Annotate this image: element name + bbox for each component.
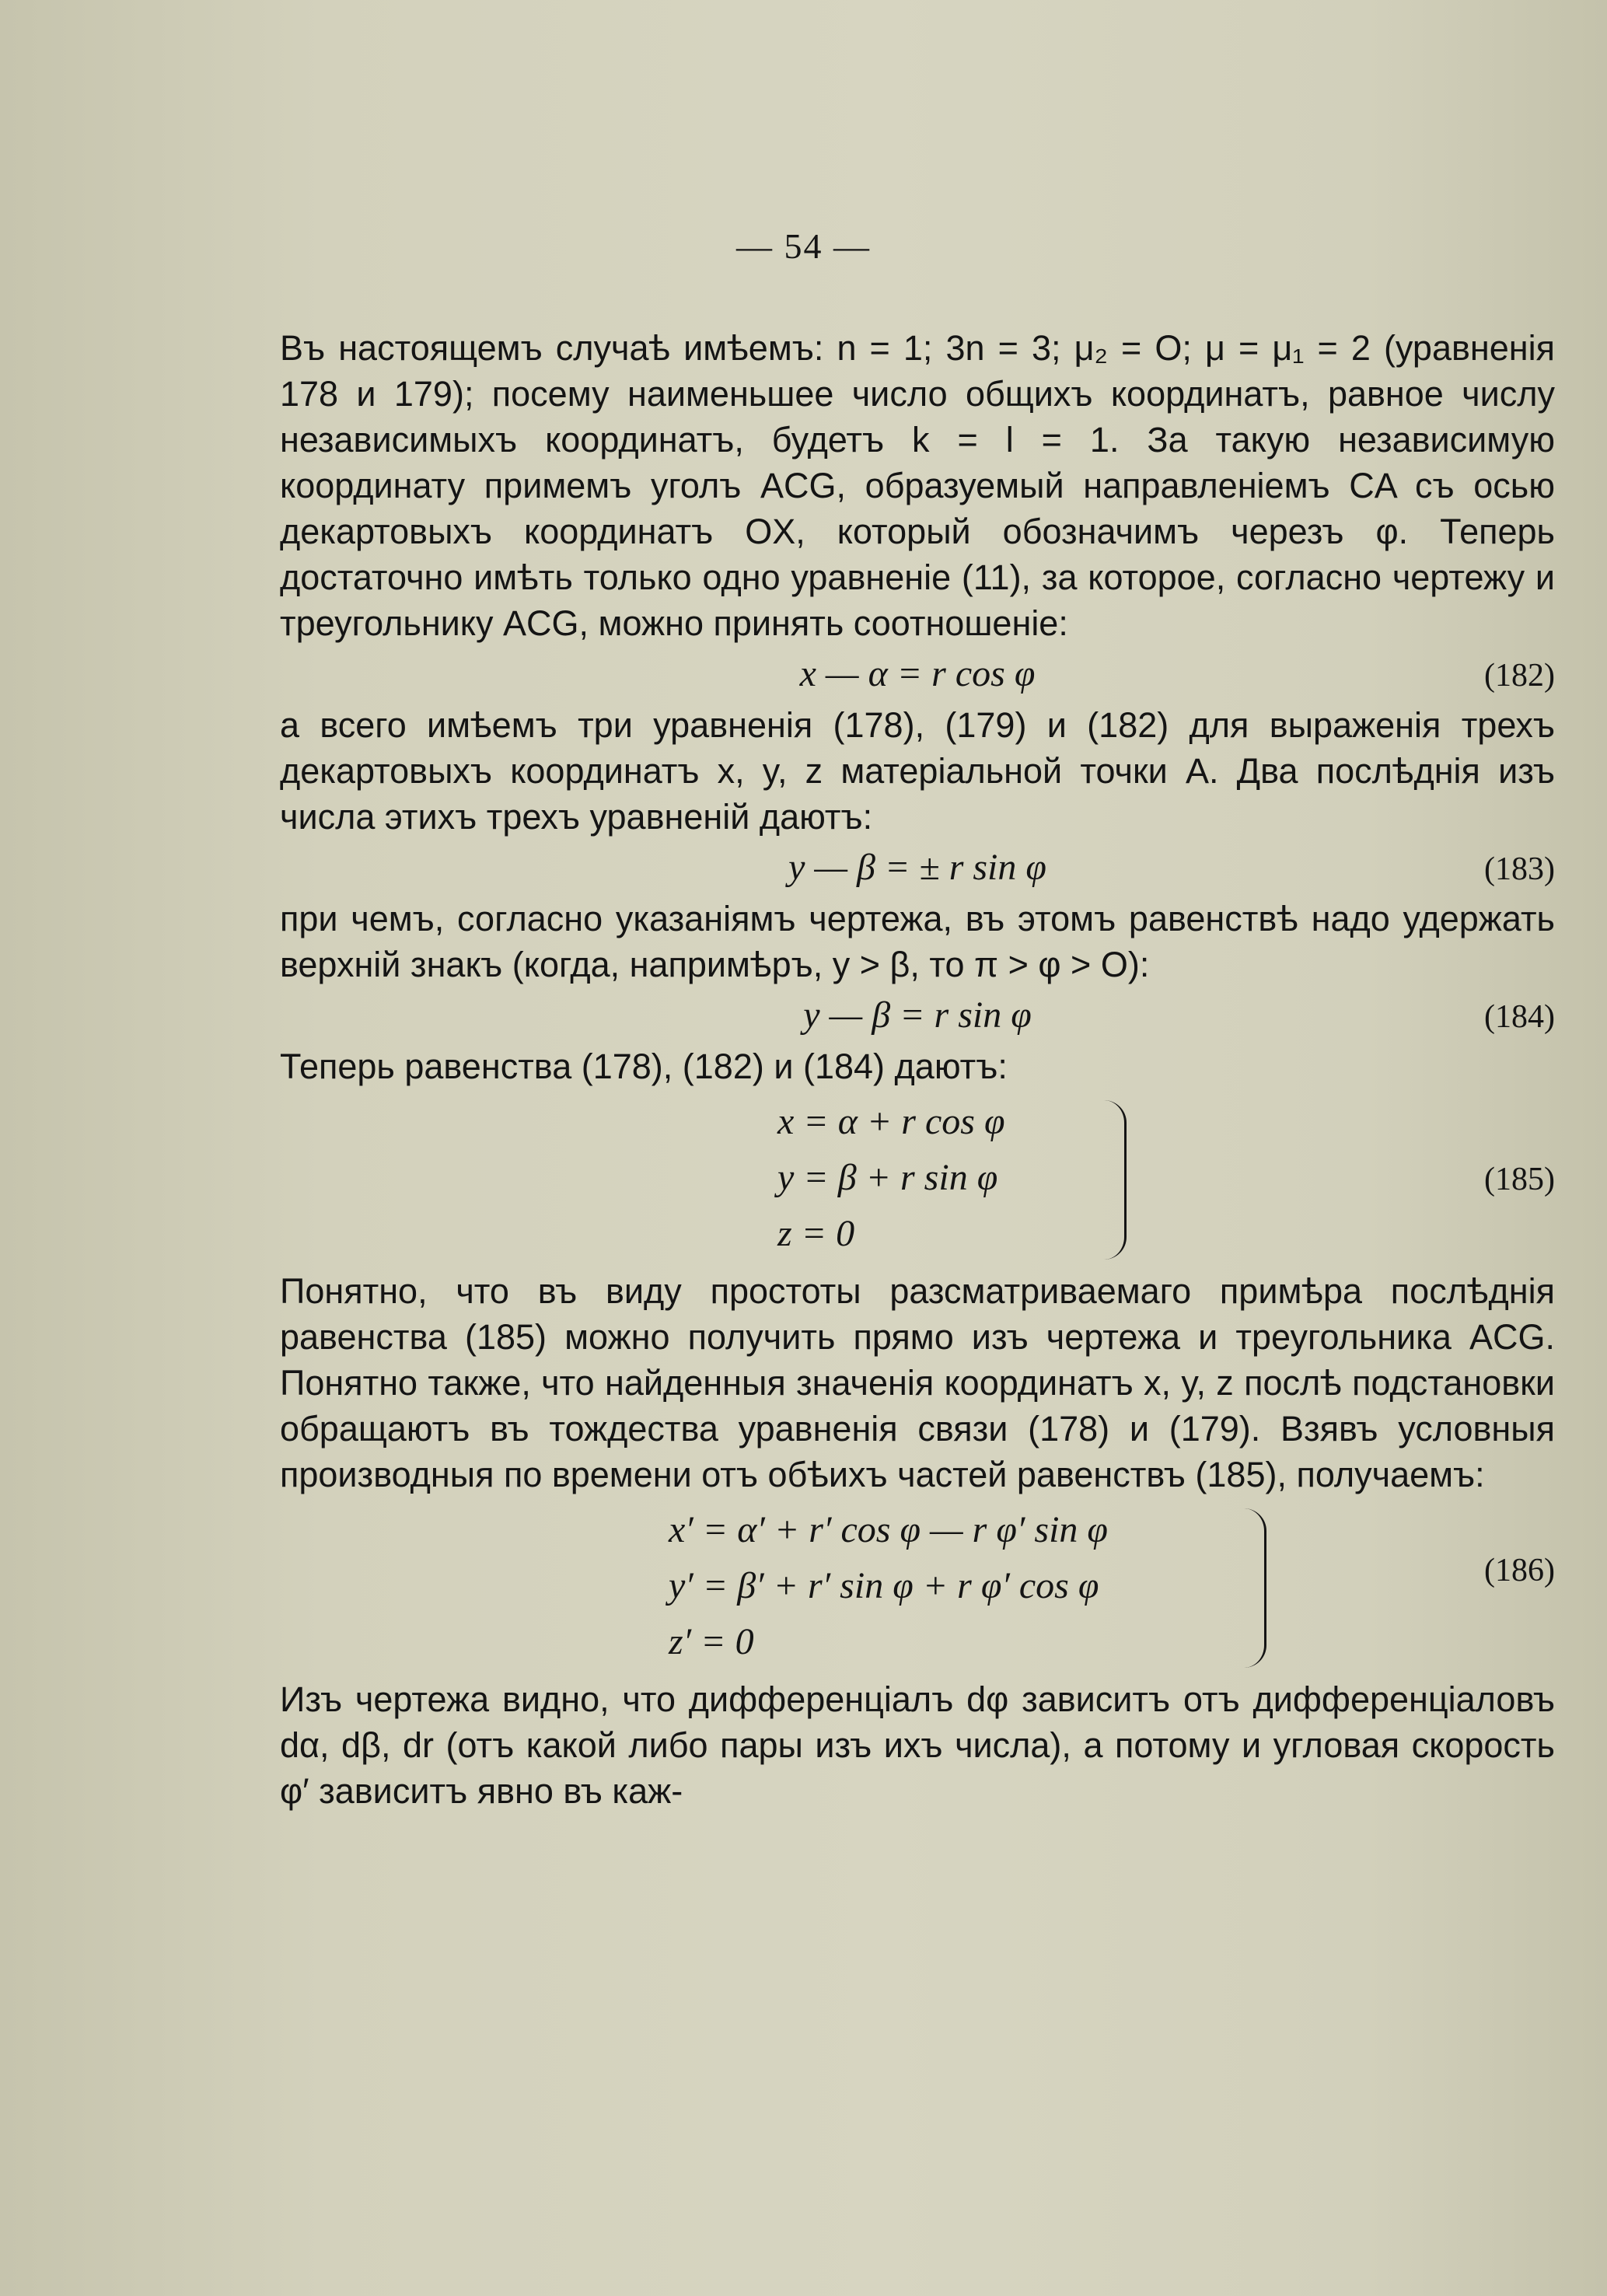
equation-182-formula: x — α = r cos φ: [799, 653, 1036, 694]
equation-182: [280, 646, 1555, 702]
equation-185-number: (185): [1484, 1162, 1555, 1197]
equation-185-line-2: y = β + r sin φ: [777, 1157, 998, 1198]
right-brace-185: [1104, 1100, 1127, 1260]
equation-183-number: (183): [1484, 851, 1555, 887]
equation-184-number: (184): [1484, 999, 1555, 1035]
equation-183: [280, 840, 1555, 896]
paragraph-6: Изъ чертежа видно, что дифференціалъ dφ зависитъ отъ дифференціаловъ dα, dβ, dr (отъ какой либо пары изъ ихъ числа), а потому и угловая скорость φ′ зависитъ явно въ каж-: [280, 1679, 1555, 1811]
equation-186-line-3: z′ = 0: [669, 1621, 754, 1662]
equation-185-line-1: x = α + r cos φ: [777, 1101, 1005, 1142]
equation-system-185: [280, 1089, 1555, 1268]
page-number: — 54 —: [736, 226, 871, 266]
paragraph-5: Понятно, что въ виду простоты разсматриваемаго примѣра послѣднія равенства (185) можно получить прямо изъ чертежа и треугольника ACG. Понятно также, что найденныя значенія координатъ x, y, z послѣ подстановки обращаютъ въ тождества уравненія связи (178) и (179). Взявъ условныя производныя по времени отъ обѣихъ частей равенствъ (185), получаемъ:: [280, 1271, 1555, 1494]
equation-184-formula: y — β = r sin φ: [803, 994, 1032, 1036]
equation-185-line-3: z = 0: [777, 1213, 855, 1254]
equation-183-formula: y — β = ± r sin φ: [788, 847, 1046, 888]
equation-182-number: (182): [1484, 658, 1555, 694]
paragraph-3: при чемъ, согласно указаніямъ чертежа, въ этомъ равенствѣ надо удержать верхній знакъ (когда, напримѣръ, y > β, то π > φ > O):: [280, 899, 1555, 984]
equation-system-186: [280, 1497, 1555, 1676]
right-brace-186: [1244, 1508, 1266, 1668]
paragraph-2: а всего имѣемъ три уравненія (178), (179) и (182) для выраженія трехъ декартовыхъ координатъ x, y, z матеріальной точки A. Два послѣднія изъ числа этихъ трехъ уравненій даютъ:: [280, 705, 1555, 837]
paragraph-4: Теперь равенства (178), (182) и (184) даютъ:: [280, 1047, 1008, 1086]
equation-186-line-2: y′ = β′ + r′ sin φ + r φ′ cos φ: [669, 1565, 1099, 1606]
equation-184: [280, 987, 1555, 1043]
paragraph-1: Въ настоящемъ случаѣ имѣемъ: n = 1; 3n = 3; μ₂ = O; μ = μ₁ = 2 (уравненія 178 и 179); посему наименьшее число общихъ координатъ, равное числу независимыхъ координатъ, будетъ k = l = 1. За такую независимую координату примемъ уголъ ACG, образуемый направленіемъ CA съ осью декартовыхъ координатъ OX, который обозначимъ черезъ φ. Теперь достаточно имѣть только одно уравненіе (11), за которое, согласно чертежу и треугольнику ACG, можно принять соотношеніе:: [280, 328, 1555, 643]
equation-186-number: (186): [1484, 1553, 1555, 1588]
main-text: [280, 325, 1555, 1814]
equation-186-line-1: x′ = α′ + r′ cos φ — r φ′ sin φ: [669, 1509, 1108, 1550]
